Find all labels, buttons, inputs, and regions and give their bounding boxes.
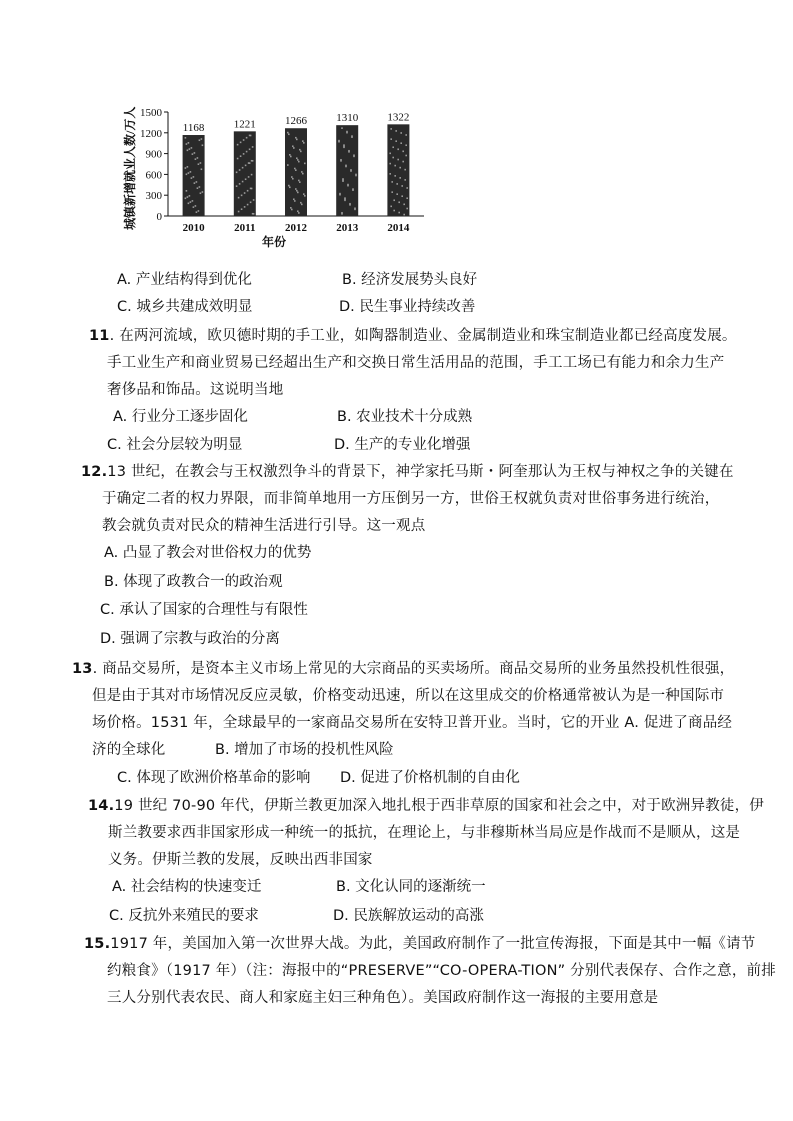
q13-line-2: 但是由于其对市场情况反应灵敏，价格变动迅速，所以在这里成交的价格通常被认为是一种国际市: [92, 688, 725, 704]
bar-texture-speck: [201, 138, 203, 140]
bar-texture-speck: [187, 166, 189, 168]
bar-texture-speck: [236, 172, 238, 174]
bar-texture-speck: [187, 150, 189, 152]
bar-texture-speck: [391, 191, 393, 193]
bar-texture-speck: [196, 181, 198, 183]
bar-texture-speck: [392, 157, 394, 159]
bar-texture-speck: [390, 138, 392, 140]
bar-texture-speck: [195, 205, 197, 207]
y-tick-label: 1200: [140, 127, 162, 140]
bar-texture-speck: [193, 206, 195, 208]
bar-texture-speck: [341, 127, 343, 129]
bar-texture-speck: [397, 148, 399, 150]
bar-texture-speck: [351, 135, 353, 137]
bar-texture-speck: [237, 158, 239, 160]
bar-texture-speck: [190, 201, 192, 203]
bar-texture-speck: [406, 208, 408, 210]
bars: [183, 111, 410, 216]
q11-option-d[interactable]: D. 生产的专业化增强: [334, 437, 471, 453]
bar-texture-speck: [191, 147, 193, 149]
bar-texture-speck: [252, 213, 254, 215]
q11-option-a[interactable]: A. 行业分工逐步固化: [113, 409, 248, 425]
q15-line-1: 15.1917 年，美国加入第一次世界大战。为此，美国政府制作了一批宣传海报，下面是其中一幅《请节: [84, 936, 756, 952]
bar-texture-speck: [296, 157, 298, 159]
bar-texture-speck: [244, 192, 246, 194]
bar-texture-speck: [251, 174, 253, 176]
q13-line-3: 场价格。1531 年，全球最早的一家商品交易所在安特卫普开业。当时，它的开业 A. 促进了商品经: [92, 715, 733, 731]
bar-texture-speck: [293, 198, 295, 200]
bar-texture-speck: [189, 148, 191, 150]
bar-texture-speck: [288, 133, 290, 135]
bar-texture-speck: [341, 212, 343, 214]
bar-texture-speck: [355, 174, 357, 176]
bar-texture-speck: [398, 212, 400, 214]
bar-texture-speck: [252, 146, 254, 148]
bar-texture-speck: [343, 144, 345, 146]
bar-texture-speck: [342, 178, 344, 180]
bar-texture-speck: [202, 144, 204, 146]
bar-texture-speck: [393, 199, 395, 201]
q12-line-3: 教会就负责对民众的精神生活进行引导。这一观点: [102, 518, 426, 534]
q10-option-a[interactable]: A. 产业结构得到优化: [117, 272, 252, 288]
bar-texture-speck: [338, 140, 340, 142]
x-tick-label: 2010: [182, 222, 205, 234]
q12-option-d[interactable]: D. 强调了宗教与政治的分离: [100, 631, 280, 647]
bar-texture-speck: [396, 193, 398, 195]
bar-texture-speck: [394, 175, 396, 177]
bar-texture-speck: [253, 199, 255, 201]
x-tick-label: 2012: [285, 222, 307, 234]
q14-option-d[interactable]: D. 民族解放运动的高涨: [333, 908, 484, 924]
bar-texture-speck: [245, 165, 247, 167]
bar-texture-speck: [346, 131, 348, 133]
q11-line-1: 11. 在两河流域，欧贝德时期的手工业，如陶器制造业、金属制造业和珠宝制造业都已经高度发展。: [89, 328, 737, 344]
q10-option-c[interactable]: C. 城乡共建成效明显: [117, 299, 253, 315]
y-tick-label: 300: [145, 190, 162, 203]
bar-texture-speck: [302, 140, 304, 142]
bar-texture-speck: [295, 188, 297, 190]
bar-texture-speck: [401, 185, 403, 187]
bar-texture-speck: [192, 200, 194, 202]
q12-option-c[interactable]: C. 承认了国家的合理性与有限性: [100, 602, 308, 618]
bar-texture-speck: [296, 139, 298, 141]
bar-texture-speck: [287, 132, 289, 134]
bar-texture-speck: [241, 195, 243, 197]
q13-line-1: 13. 商品交易所，是资本主义市场上常见的大宗商品的买卖场所。商品交易所的业务虽然投机性很强，: [72, 661, 735, 677]
bar-texture-speck: [240, 155, 242, 157]
bar-texture-speck: [392, 146, 394, 148]
bar-texture-speck: [298, 161, 300, 163]
bar-texture-speck: [396, 183, 398, 185]
bar-texture-speck: [397, 159, 399, 161]
bar-texture-speck: [238, 211, 240, 213]
bar-texture-speck: [194, 182, 196, 184]
bar-texture-speck: [405, 155, 407, 157]
bar-texture-speck: [297, 159, 299, 161]
bar-texture-speck: [404, 169, 406, 171]
bar-texture-speck: [296, 190, 298, 192]
bar-value-label: 1310: [336, 112, 359, 125]
bar-texture-speck: [201, 168, 203, 170]
x-tick-label: 2011: [234, 222, 256, 234]
bar-texture-speck: [403, 214, 405, 216]
bar-texture-speck: [245, 178, 247, 180]
bar-texture-speck: [193, 176, 195, 178]
bar-2010: [183, 135, 205, 216]
bar-texture-speck: [300, 202, 302, 204]
q14-line-2: 斯兰教要求西非国家形成一种统一的抵抗，在理论上，与非穆斯林当局应是作战而不是顺从，这是: [108, 825, 741, 841]
q14-number: 14.: [88, 798, 115, 814]
bar-texture-speck: [389, 153, 391, 155]
bar-value-label: 1266: [285, 115, 307, 128]
bar-texture-speck: [200, 192, 202, 194]
bar-texture-speck: [195, 158, 197, 160]
bar-texture-speck: [188, 203, 190, 205]
bar-texture-speck: [395, 130, 397, 132]
bar-texture-speck: [348, 150, 350, 152]
q13-line-4: 济的全球化: [92, 742, 166, 758]
bar-texture-speck: [399, 177, 401, 179]
q13-option-b[interactable]: B. 增加了市场的投机性风险: [215, 742, 394, 758]
bar-texture-speck: [402, 151, 404, 153]
bar-texture-speck: [250, 188, 252, 190]
bar-texture-speck: [295, 137, 297, 139]
bar-texture-speck: [197, 187, 199, 189]
bar-value-label: 1221: [233, 118, 256, 131]
bar-texture-speck: [304, 195, 306, 197]
bar-texture-speck: [290, 207, 292, 209]
y-tick-label: 0: [156, 211, 162, 223]
q12-line-2: 于确定二者的权力界限，而非简单地用一方压倒另一方，世俗王权就负责对世俗事务进行统治，: [102, 491, 720, 507]
bar-texture-speck: [303, 193, 305, 195]
bar-texture-speck: [198, 163, 200, 165]
bar-texture-speck: [250, 201, 252, 203]
bar-texture-speck: [292, 178, 294, 180]
chart-ylabel: 城镇新增就业人数/万人: [123, 106, 137, 230]
bar-texture-speck: [251, 160, 253, 162]
q11-line-2: 手工业生产和商业贸易已经超出生产和交换日常生活用品的范围，手工工场已有能力和余力生产: [107, 355, 725, 371]
q13-option-c[interactable]: C. 体现了欧洲价格革命的影响: [117, 770, 311, 786]
bar-texture-speck: [197, 157, 199, 159]
bar-texture-speck: [287, 164, 289, 166]
q11-number: 11: [89, 328, 110, 344]
bar-texture-speck: [404, 179, 406, 181]
bar-texture-speck: [187, 196, 189, 198]
q13-option-d[interactable]: D. 促进了价格机制的自由化: [340, 770, 520, 786]
q15-line-2: 约粮食》（1917 年）（注：海报中的“PRESERVE”“CO-OPERA-TION” 分别代表保存、合作之意，前排: [107, 963, 776, 979]
bar-texture-speck: [199, 186, 201, 188]
q15-line-3: 三人分别代表农民、商人和家庭主妇三种角色）。美国政府制作这一海报的主要用意是: [107, 990, 659, 1006]
bar-value-label: 1168: [182, 122, 205, 135]
bar-texture-speck: [238, 197, 240, 199]
bar-texture-speck: [185, 137, 187, 139]
bar-texture-speck: [246, 137, 248, 139]
bar-texture-speck: [239, 183, 241, 185]
bar-texture-speck: [298, 180, 300, 182]
bar-texture-speck: [294, 200, 296, 202]
bar-texture-speck: [389, 163, 391, 165]
bar-texture-speck: [299, 181, 301, 183]
bar-texture-speck: [297, 210, 299, 212]
bar-texture-speck: [301, 171, 303, 173]
bar-texture-speck: [288, 185, 290, 187]
q12-number: 12.: [81, 464, 108, 480]
bar-texture-speck: [405, 144, 407, 146]
bar-texture-speck: [340, 159, 342, 161]
q11-option-c[interactable]: C. 社会分层较为明显: [107, 437, 243, 453]
bar-texture-speck: [247, 204, 249, 206]
q11-option-b[interactable]: B. 农业技术十分成熟: [337, 409, 473, 425]
bar-texture-speck: [402, 161, 404, 163]
bar-texture-speck: [400, 132, 402, 134]
q12-option-b[interactable]: B. 体现了政教合一的政治观: [104, 574, 283, 590]
bar-texture-speck: [242, 181, 244, 183]
bar-texture-speck: [297, 192, 299, 194]
bar-texture-speck: [244, 206, 246, 208]
x-tick-label: 2014: [387, 222, 410, 234]
q15-number: 15.: [84, 936, 111, 952]
bar-texture-speck: [243, 153, 245, 155]
bar-texture-speck: [194, 152, 196, 154]
x-axis-ticks: [183, 222, 410, 234]
bar-texture-speck: [394, 165, 396, 167]
q14-option-b[interactable]: B. 文化认同的逐渐统一: [336, 879, 486, 895]
bar-texture-speck: [186, 173, 188, 175]
bar-texture-speck: [406, 197, 408, 199]
bar-texture-speck: [390, 206, 392, 208]
bar-texture-speck: [196, 211, 198, 213]
bar-texture-speck: [243, 139, 245, 141]
bar-texture-speck: [401, 195, 403, 197]
bar-texture-speck: [191, 177, 193, 179]
bar-texture-speck: [200, 162, 202, 164]
bar-texture-speck: [393, 210, 395, 212]
bar-texture-speck: [289, 186, 291, 188]
bar-texture-speck: [339, 193, 341, 195]
y-tick-label: 1500: [140, 107, 162, 119]
bar-texture-speck: [189, 195, 191, 197]
bar-texture-speck: [345, 165, 347, 167]
bar-texture-speck: [246, 151, 248, 153]
bar-texture-speck: [185, 197, 187, 199]
bar-texture-speck: [292, 145, 294, 147]
y-tick-label: 900: [145, 148, 162, 161]
bar-2012: [285, 128, 307, 216]
q14-line-3: 义务。伊斯兰教的发展，反映出西非国家: [108, 852, 373, 868]
bar-texture-speck: [290, 156, 292, 158]
bar-texture-speck: [354, 207, 356, 209]
bar-texture-speck: [353, 154, 355, 156]
employment-bar-chart: [118, 86, 428, 258]
bar-texture-speck: [347, 184, 349, 186]
bar-texture-speck: [249, 135, 251, 137]
bar-texture-speck: [240, 142, 242, 144]
bar-texture-speck: [302, 173, 304, 175]
bar-texture-speck: [399, 167, 401, 169]
bar-texture-speck: [390, 128, 392, 130]
bar-texture-speck: [294, 168, 296, 170]
bar-texture-speck: [242, 167, 244, 169]
bar-texture-speck: [395, 140, 397, 142]
q14-option-a[interactable]: A. 社会结构的快速变迁: [112, 879, 262, 895]
x-tick-label: 2013: [336, 222, 359, 234]
bar-texture-speck: [406, 187, 408, 189]
bar-texture-speck: [291, 209, 293, 211]
bar-texture-speck: [239, 169, 241, 171]
bar-texture-speck: [236, 185, 238, 187]
bar-texture-speck: [186, 190, 188, 192]
q10-option-b[interactable]: B. 经济发展势头良好: [342, 272, 478, 288]
bar-texture-speck: [391, 181, 393, 183]
bar-texture-speck: [249, 148, 251, 150]
bar-texture-speck: [301, 204, 303, 206]
bar-texture-speck: [247, 190, 249, 192]
bar-texture-speck: [400, 142, 402, 144]
y-axis-ticks: [140, 107, 168, 223]
bar-texture-speck: [398, 201, 400, 203]
bar-texture-speck: [289, 154, 291, 156]
bar-texture-speck: [303, 142, 305, 144]
bar-texture-speck: [350, 169, 352, 171]
bar-texture-speck: [389, 173, 391, 175]
bar-texture-speck: [352, 188, 354, 190]
bar-texture-speck: [198, 210, 200, 212]
bar-texture-speck: [300, 151, 302, 153]
bar-texture-speck: [298, 212, 300, 214]
bar-texture-speck: [299, 149, 301, 151]
q11-line-3: 奢侈品和饰品。这说明当地: [107, 382, 284, 398]
chart-xlabel: 年份: [262, 235, 287, 249]
bar-texture-speck: [291, 176, 293, 178]
bar-texture-speck: [237, 144, 239, 146]
q14-line-1: 14.19 世纪 70-90 年代，伊斯兰教更加深入地扎根于西非草原的国家和社会之中，对于欧洲异教徒，伊: [88, 798, 765, 814]
bar-texture-speck: [199, 139, 201, 141]
bar-texture-speck: [188, 172, 190, 174]
q12-line-1: 12.13 世纪，在教会与王权激烈争斗的背景下，神学家托马斯・阿奎那认为王权与神权之争的关键在: [81, 464, 734, 480]
bar-texture-speck: [248, 176, 250, 178]
bar-texture-speck: [185, 167, 187, 169]
bar-texture-speck: [304, 163, 306, 165]
bar-texture-speck: [188, 142, 190, 144]
bar-texture-speck: [248, 162, 250, 164]
bar-texture-speck: [202, 191, 204, 193]
q12-option-a[interactable]: A. 凸显了教会对世俗权力的优势: [104, 545, 312, 561]
bar-texture-speck: [405, 134, 407, 136]
bar-2013: [336, 125, 358, 216]
bar-texture-speck: [241, 208, 243, 210]
bar-texture-speck: [190, 171, 192, 173]
bar-value-label: 1322: [387, 111, 410, 124]
q13-number: 13: [72, 661, 93, 677]
q14-option-c[interactable]: C. 反抗外来殖民的要求: [109, 908, 259, 924]
bar-texture-speck: [349, 203, 351, 205]
y-tick-label: 600: [145, 169, 162, 182]
bar-texture-speck: [192, 153, 194, 155]
bar-texture-speck: [295, 169, 297, 171]
bar-texture-speck: [403, 204, 405, 206]
bar-texture-speck: [293, 147, 295, 149]
bar-texture-speck: [344, 197, 346, 199]
q10-option-d[interactable]: D. 民生事业持续改善: [339, 299, 476, 315]
bar-texture-speck: [186, 143, 188, 145]
